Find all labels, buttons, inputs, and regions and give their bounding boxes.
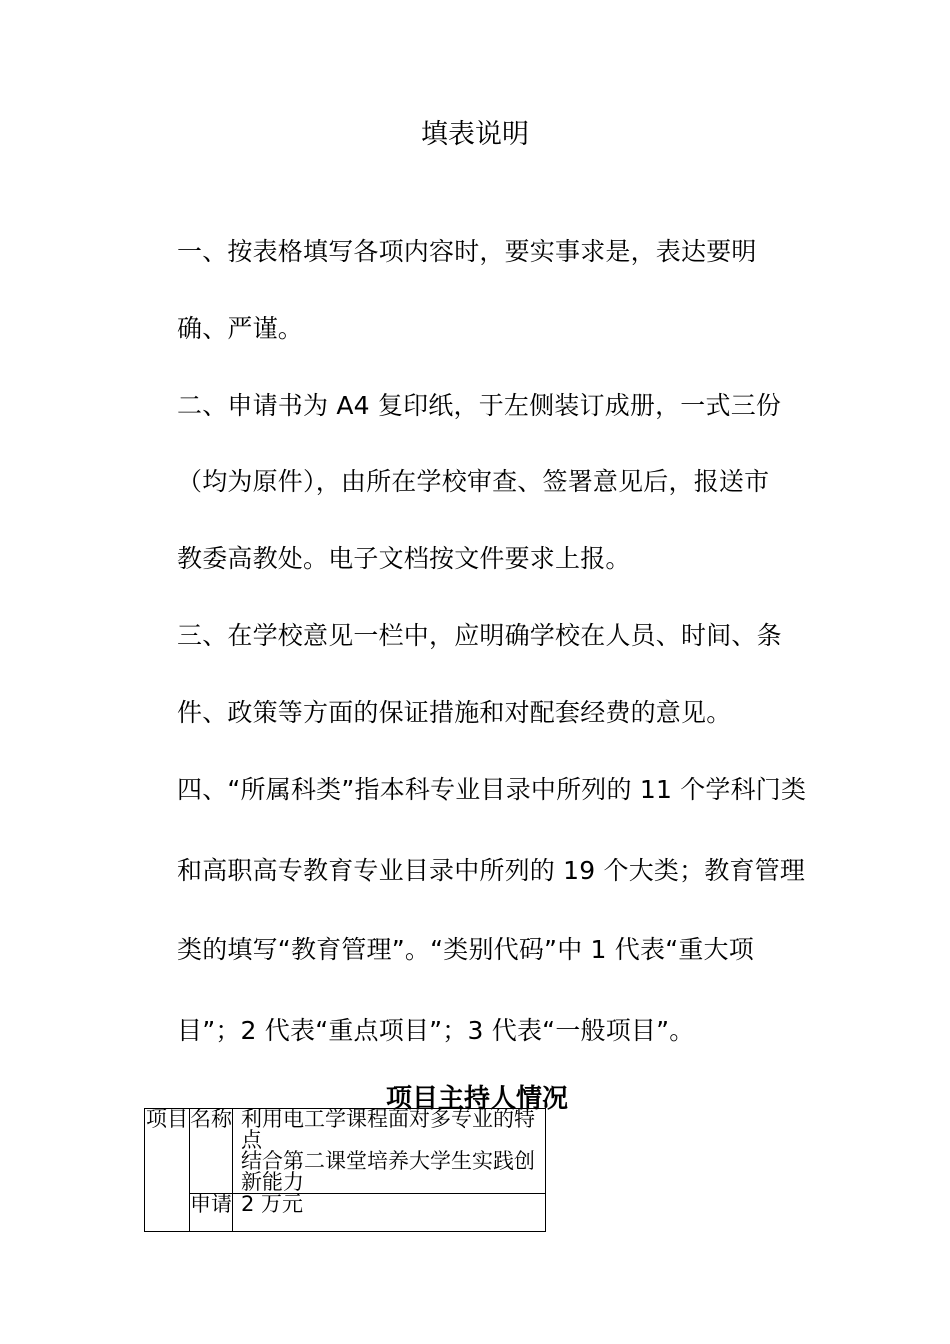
- instruction-line: （均为原件），由所在学校审查、签署意见后，报送市: [177, 467, 770, 496]
- project-name-line: 结合第二课堂培养大学生实践创新能力: [241, 1149, 535, 1194]
- instruction-line: 二、申请书为 A4 复印纸，于左侧装订成册，一式三份: [177, 391, 782, 420]
- instruction-line: 类的填写“教育管理”。“类别代码”中 1 代表“重大项: [177, 935, 754, 964]
- instruction-line: 四、“所属科类”指本科专业目录中所列的 11 个学科门类: [177, 775, 807, 804]
- instruction-line: 目”；2 代表“重点项目”；3 代表“一般项目”。: [177, 1016, 695, 1045]
- project-table: [144, 1108, 546, 1232]
- instruction-line: 件、政策等方面的保证措施和对配套经费的意见。: [177, 698, 732, 727]
- instruction-line: 一、按表格填写各项内容时，要实事求是，表达要明: [177, 237, 757, 266]
- apply-amount-value[interactable]: 2 万元: [233, 1194, 546, 1232]
- page-title: 填表说明: [421, 119, 529, 150]
- table-row: [145, 1109, 546, 1194]
- project-name-value[interactable]: [233, 1109, 546, 1194]
- apply-label: 申请: [190, 1194, 233, 1232]
- section-title: 项目主持人情况: [386, 1084, 569, 1114]
- table-row: [145, 1194, 546, 1232]
- name-label: 名称: [190, 1109, 233, 1194]
- instruction-line: 和高职高专教育专业目录中所列的 19 个大类；教育管理: [177, 856, 806, 885]
- instruction-line: 确、严谨。: [177, 314, 304, 343]
- project-name-line: 利用电工学课程面对多专业的特点: [241, 1107, 535, 1152]
- instruction-line: 教委高教处。电子文档按文件要求上报。: [177, 544, 631, 573]
- project-row-header: 项目: [145, 1109, 190, 1232]
- instruction-line: 三、在学校意见一栏中，应明确学校在人员、时间、条: [177, 621, 782, 650]
